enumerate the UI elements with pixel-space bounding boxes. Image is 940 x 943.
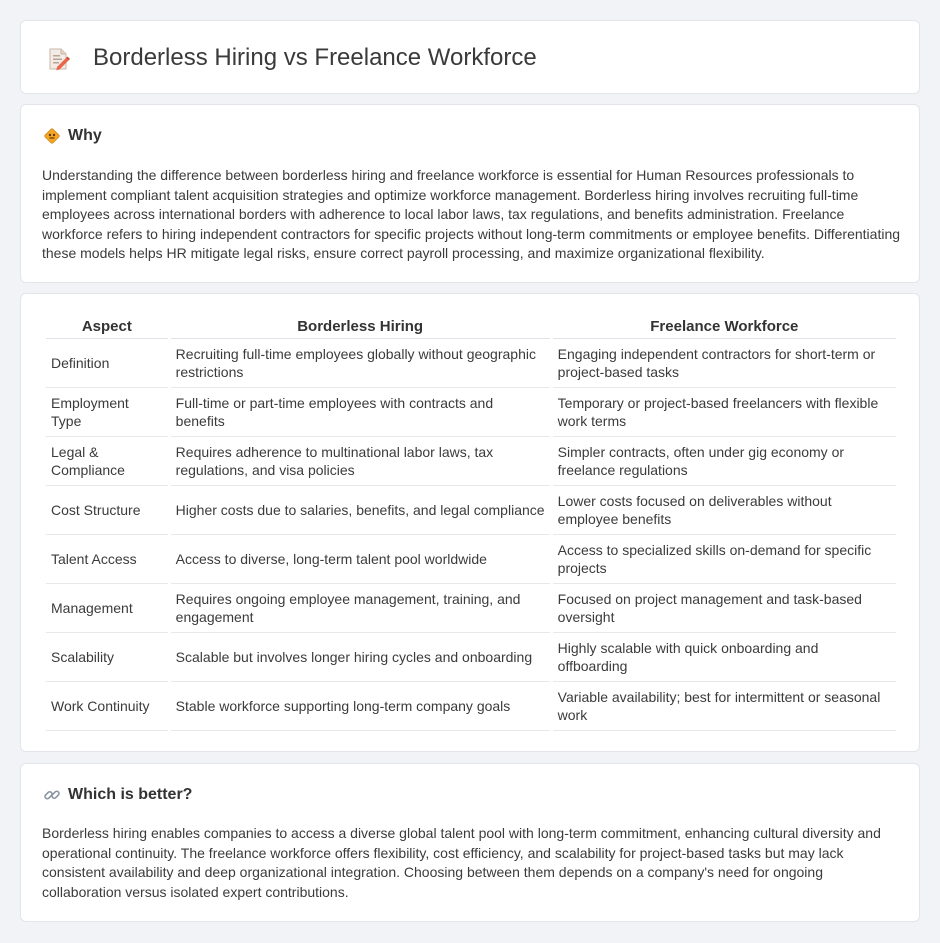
- borderless-cell: Stable workforce supporting long-term company goals: [171, 682, 550, 731]
- freelance-cell: Access to specialized skills on-demand for specific projects: [553, 535, 896, 584]
- aspect-cell: Management: [46, 584, 168, 633]
- why-text: Understanding the difference between borderless hiring and freelance workforce is essential for Human Resources professionals to implement compliant talent acquisition strategies and optimize workforce management. Borderless hiring involves recruiting full-time employees across international borders with adherence to local labor laws, tax regulations, and benefits administration. Freelance workforce refers to hiring independent contractors for specific projects without long-term commitments or employee benefits. Differentiating these models helps HR mitigate legal risks, ensure correct payroll processing, and maximize organizational flexibility.: [42, 167, 901, 262]
- better-heading: [43, 786, 192, 804]
- aspect-cell: Talent Access: [46, 535, 168, 584]
- aspect-cell: Cost Structure: [46, 486, 168, 535]
- freelance-cell: Engaging independent contractors for short-term or project-based tasks: [553, 339, 896, 388]
- aspect-cell: Legal & Compliance: [46, 437, 168, 486]
- borderless-cell: Access to diverse, long-term talent pool worldwide: [171, 535, 550, 584]
- borderless-cell: Higher costs due to salaries, benefits, and legal compliance: [171, 486, 550, 535]
- freelance-cell: Highly scalable with quick onboarding and offboarding: [553, 633, 896, 682]
- column-header-aspect: Aspect: [46, 316, 168, 339]
- table-row: [46, 486, 896, 535]
- why-heading: [43, 127, 102, 145]
- aspect-cell: Scalability: [46, 633, 168, 682]
- table-row: [46, 682, 896, 731]
- page-title: Borderless Hiring vs Freelance Workforce: [93, 44, 537, 71]
- comparison-table: [43, 316, 899, 731]
- better-text: Borderless hiring enables companies to access a diverse global talent pool with long-term commitment, enhancing cultural diversity and operational continuity. The freelance workforce offers flexibility, cost efficiency, and scalability for project-based tasks but may lack consistent availability and deep organizational integration. Choosing between them depends on a company's need for ongoing collaboration versus isolated expert contributions.: [42, 825, 881, 900]
- link-icon: [43, 786, 61, 804]
- freelance-cell: Lower costs focused on deliverables without employee benefits: [553, 486, 896, 535]
- header-card: [20, 20, 920, 94]
- road-sign-icon: [43, 127, 61, 145]
- comparison-table-card: [20, 293, 920, 752]
- freelance-cell: Variable availability; best for intermittent or seasonal work: [553, 682, 896, 731]
- table-row: [46, 339, 896, 388]
- borderless-cell: Full-time or part-time employees with contracts and benefits: [171, 388, 550, 437]
- which-is-better-section: [20, 763, 920, 922]
- aspect-cell: Work Continuity: [46, 682, 168, 731]
- column-header-freelance-workforce: Freelance Workforce: [553, 316, 896, 339]
- column-header-borderless-hiring: Borderless Hiring: [171, 316, 550, 339]
- borderless-cell: Requires ongoing employee management, training, and engagement: [171, 584, 550, 633]
- table-header-row: [46, 316, 896, 339]
- why-section: [20, 104, 920, 283]
- table-row: [46, 535, 896, 584]
- borderless-cell: Requires adherence to multinational labor laws, tax regulations, and visa policies: [171, 437, 550, 486]
- borderless-cell: Recruiting full-time employees globally without geographic restrictions: [171, 339, 550, 388]
- borderless-cell: Scalable but involves longer hiring cycles and onboarding: [171, 633, 550, 682]
- table-row: [46, 584, 896, 633]
- aspect-cell: Employment Type: [46, 388, 168, 437]
- table-row: [46, 437, 896, 486]
- aspect-cell: Definition: [46, 339, 168, 388]
- better-title: Which is better?: [68, 786, 193, 803]
- freelance-cell: Simpler contracts, often under gig economy or freelance regulations: [553, 437, 896, 486]
- table-row: [46, 388, 896, 437]
- document-pencil-icon: [45, 46, 71, 72]
- freelance-cell: Focused on project management and task-based oversight: [553, 584, 896, 633]
- table-row: [46, 633, 896, 682]
- why-title: Why: [68, 127, 102, 144]
- freelance-cell: Temporary or project-based freelancers with flexible work terms: [553, 388, 896, 437]
